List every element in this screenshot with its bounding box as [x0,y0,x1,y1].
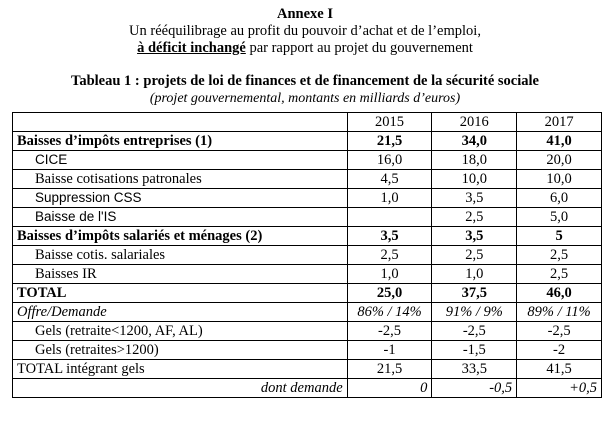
row-label: CICE [13,151,348,170]
annex-subtitle-line2 [0,40,610,57]
table-row [13,265,602,284]
cell-value: -2,5 [517,322,602,341]
cell-value: -2 [517,341,602,360]
year-header: 2016 [432,113,517,132]
cell-value: 5 [517,227,602,246]
table-row [13,132,602,151]
table-row [13,227,602,246]
finance-table [12,112,602,398]
row-label: Baisse de l'IS [13,208,348,227]
cell-value: -1 [347,341,432,360]
cell-value: 2,5 [432,246,517,265]
cell-value: +0,5 [517,379,602,398]
cell-value: 37,5 [432,284,517,303]
header-empty-cell [13,113,348,132]
annex-title: Annexe I [277,6,333,22]
cell-value: 25,0 [347,284,432,303]
cell-value: -2,5 [347,322,432,341]
cell-value: 33,5 [432,360,517,379]
cell-value: 4,5 [347,170,432,189]
table-row [13,322,602,341]
row-label: Baisse cotis. salariales [13,246,348,265]
table-row [13,151,602,170]
table-title: Tableau 1 : projets de loi de finances et de financement de la sécurité sociale [71,73,539,89]
row-label: Gels (retraites>1200) [13,341,348,360]
cell-value: 16,0 [347,151,432,170]
annex-subtitle-rest: par rapport au projet du gouvernement [245,40,473,56]
cell-value: 10,0 [432,170,517,189]
cell-value: 21,5 [347,360,432,379]
row-label: Suppression CSS [13,189,348,208]
cell-value: -2,5 [432,322,517,341]
cell-value: 3,5 [432,227,517,246]
cell-value: 1,0 [347,189,432,208]
row-label: Baisses d’impôts salariés et ménages (2) [13,227,348,246]
row-label: dont demande [13,379,348,398]
cell-value: 2,5 [432,208,517,227]
cell-value: 1,0 [347,265,432,284]
row-label: Offre/Demande [13,303,348,322]
table-row [13,341,602,360]
table-row [13,303,602,322]
annex-subtitle-line1: Un rééquilibrage au profit du pouvoir d’achat et de l’emploi, [129,23,481,39]
table-row [13,208,602,227]
cell-value: 10,0 [517,170,602,189]
row-label: TOTAL [13,284,348,303]
annex-emphasis: à déficit inchangé [137,40,246,56]
year-header: 2017 [517,113,602,132]
cell-value: 5,0 [517,208,602,227]
cell-value [347,208,432,227]
table-row [13,379,602,398]
cell-value: 41,0 [517,132,602,151]
cell-value: 41,5 [517,360,602,379]
cell-value: 2,5 [517,246,602,265]
year-header: 2015 [347,113,432,132]
cell-value: 86% / 14% [347,303,432,322]
cell-value: 1,0 [432,265,517,284]
row-label: TOTAL intégrant gels [13,360,348,379]
cell-value: 91% / 9% [432,303,517,322]
table-row [13,189,602,208]
row-label: Gels (retraite<1200, AF, AL) [13,322,348,341]
table-row [13,284,602,303]
cell-value: 89% / 11% [517,303,602,322]
cell-value: -1,5 [432,341,517,360]
row-label: Baisse cotisations patronales [13,170,348,189]
cell-value: 34,0 [432,132,517,151]
row-label: Baisses IR [13,265,348,284]
cell-value: 6,0 [517,189,602,208]
cell-value: 20,0 [517,151,602,170]
table-header-row [13,113,602,132]
cell-value: 21,5 [347,132,432,151]
cell-value: 3,5 [347,227,432,246]
cell-value: 18,0 [432,151,517,170]
table-row [13,246,602,265]
table-row [13,360,602,379]
table-subtitle: (projet gouvernemental, montants en milliards d’euros) [149,91,461,106]
cell-value: 2,5 [517,265,602,284]
cell-value: 3,5 [432,189,517,208]
cell-value: 46,0 [517,284,602,303]
cell-value: 0 [347,379,432,398]
row-label: Baisses d’impôts entreprises (1) [13,132,348,151]
table-row [13,170,602,189]
cell-value: 2,5 [347,246,432,265]
cell-value: -0,5 [432,379,517,398]
